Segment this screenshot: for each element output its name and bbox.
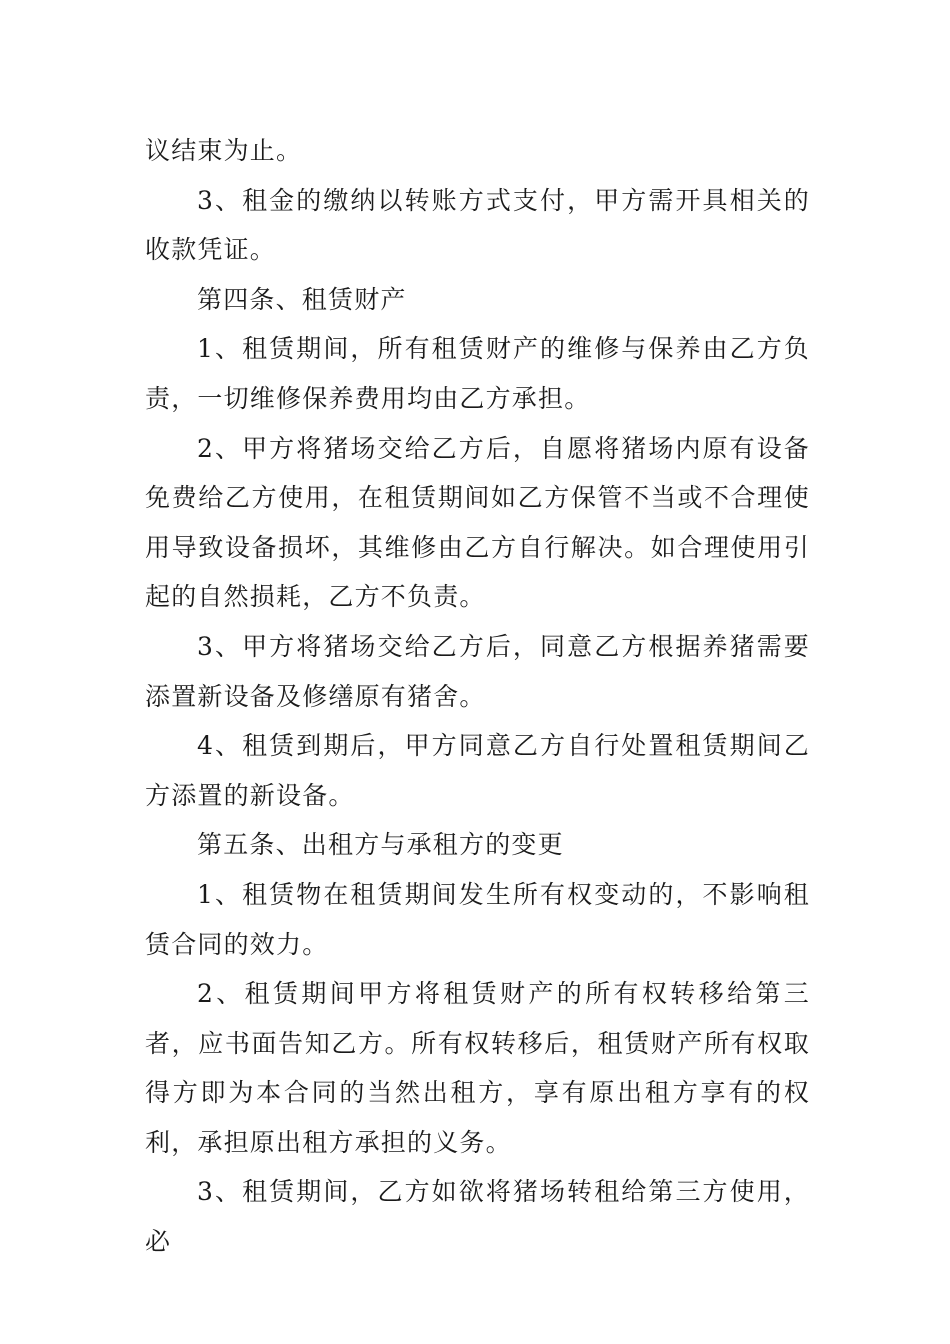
article-5-heading: 第五条、出租方与承租方的变更 <box>197 830 564 860</box>
article-4-heading: 第四条、租赁财产 <box>197 284 407 314</box>
paragraph-rent-payment-method: 3、租金的缴纳以转账方式支付，甲方需开具相关的收款凭证。 <box>145 185 810 265</box>
paragraph-4-1: 1、租赁期间，所有租赁财产的维修与保养由乙方负责，一切维修保养费用均由乙方承担。 <box>145 334 810 413</box>
paragraph-continuation: 议结束为止。 <box>145 136 303 165</box>
paragraph-5-1: 1、租赁物在租赁期间发生所有权变动的，不影响租赁合同的效力。 <box>145 879 810 959</box>
paragraph-4-4: 4、租赁到期后，甲方同意乙方自行处置租赁期间乙方添置的新设备。 <box>145 731 810 810</box>
paragraph-4-2: 2、甲方将猪场交给乙方后，自愿将猪场内原有设备免费给乙方使用，在租赁期间如乙方保管不当或不合理使用导致设备损坏，其维修由乙方自行解决。如合理使用引起的自然损耗，乙方不负责。 <box>145 433 810 612</box>
paragraph-5-2: 2、租赁期间甲方将租赁财产的所有权转移给第三者，应书面告知乙方。所有权转移后，租赁财产所有权取得方即为本合同的当然出租方，享有原出租方享有的权利，承担原出租方承担的义务。 <box>145 979 810 1157</box>
contract-body <box>145 126 810 1267</box>
paragraph-4-3: 3、甲方将猪场交给乙方后，同意乙方根据养猪需要添置新设备及修缮原有猪舍。 <box>145 631 810 711</box>
paragraph-5-3: 3、租赁期间，乙方如欲将猪场转租给第三方使用，必 <box>145 1177 810 1257</box>
